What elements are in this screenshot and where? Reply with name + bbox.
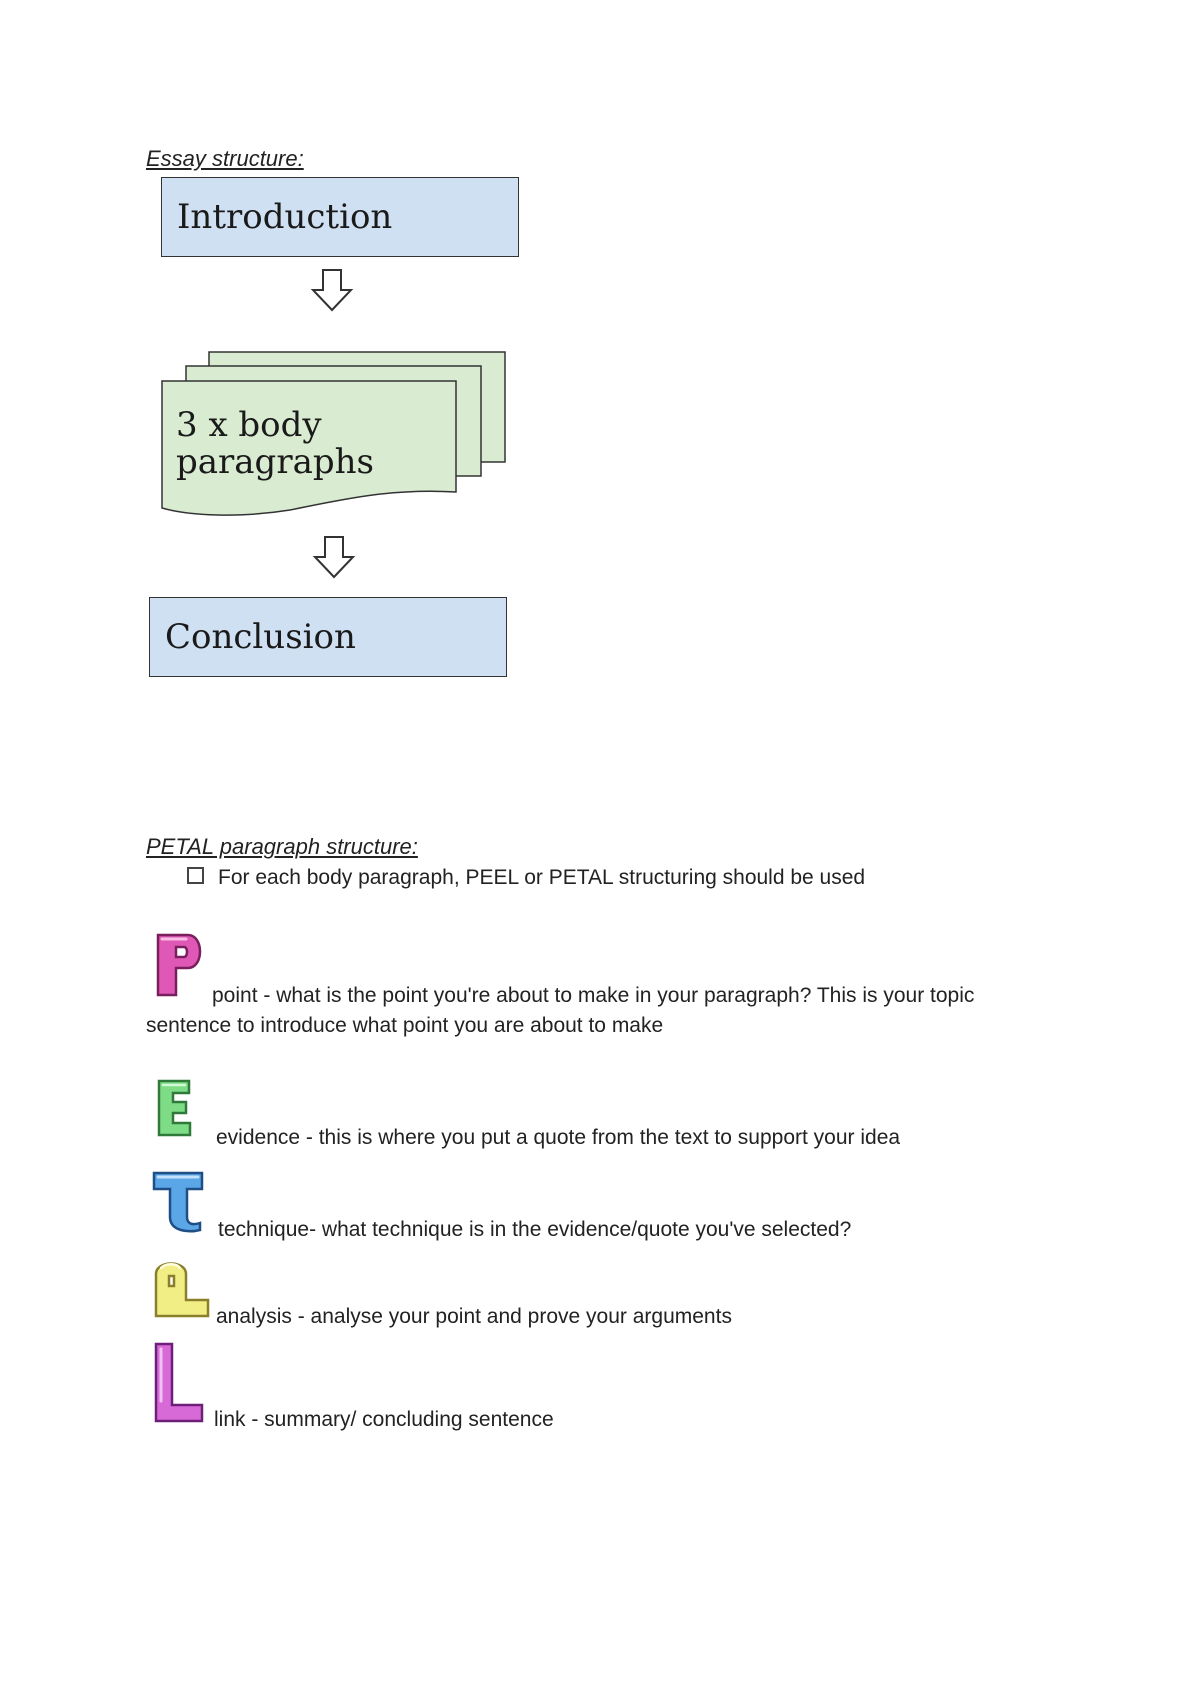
petal-bullet-text: For each body paragraph, PEEL or PETAL structuring should be used (218, 866, 866, 889)
introduction-box (161, 177, 519, 257)
petal-p-text-line2: sentence to introduce what point you are about to make (146, 1014, 664, 1037)
essay-structure-heading: Essay structure: (146, 146, 304, 171)
checkbox-bullet[interactable] (187, 867, 204, 884)
petal-p-text-line1: point - what is the point you're about to make in your paragraph? This is your topic (212, 984, 975, 1007)
petal-structure-heading: PETAL paragraph structure: (146, 834, 418, 859)
body-paragraphs-label (176, 407, 374, 481)
conclusion-box (149, 597, 507, 677)
petal-t-text: technique- what technique is in the evidence/quote you've selected? (218, 1218, 852, 1241)
introduction-label: Introduction (177, 197, 393, 237)
letter-t-icon (150, 1167, 206, 1233)
petal-a-text: analysis - analyse your point and prove your arguments (216, 1305, 732, 1328)
conclusion-label: Conclusion (165, 617, 356, 657)
petal-l-text: link - summary/ concluding sentence (214, 1408, 554, 1431)
letter-e-icon (155, 1078, 195, 1138)
letter-l-icon (152, 1341, 206, 1425)
letter-a-icon (152, 1256, 212, 1322)
letter-p-icon (152, 932, 206, 998)
body-paragraphs-line1: 3 x body (176, 405, 322, 445)
petal-e-text: evidence - this is where you put a quote from the text to support your idea (216, 1126, 901, 1149)
down-arrow-icon (312, 535, 356, 579)
down-arrow-icon (310, 268, 354, 312)
body-paragraphs-line2: paragraphs (176, 442, 374, 482)
